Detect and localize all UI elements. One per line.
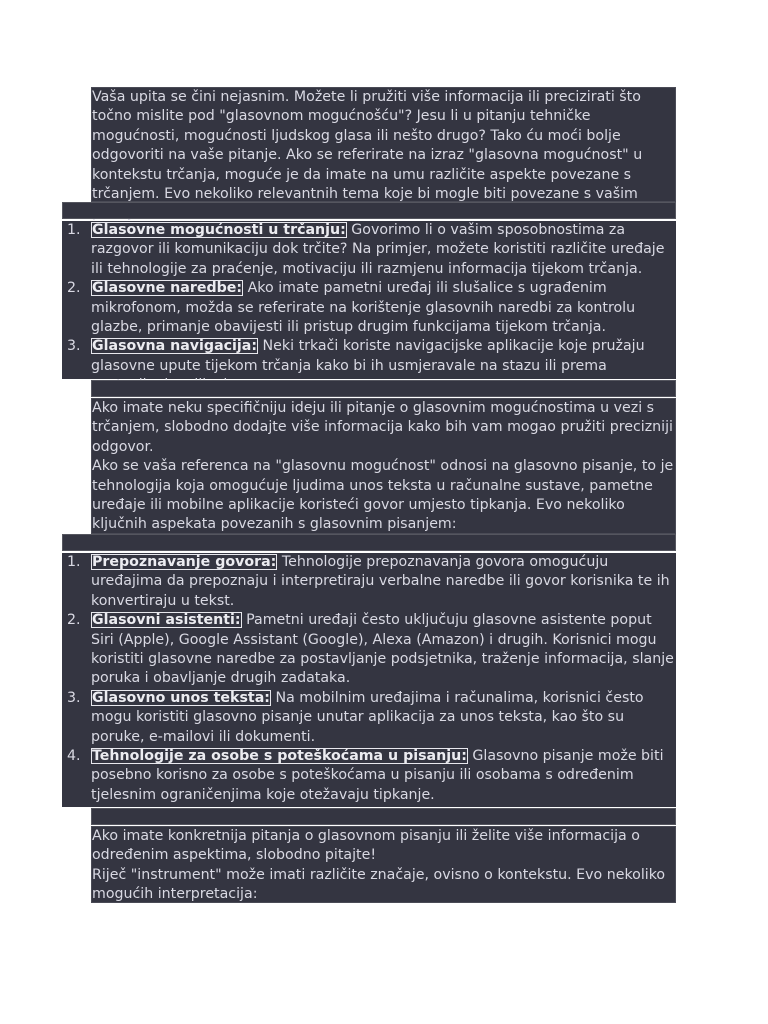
list-item: 2. Glasovni asistenti: Pametni uređaji često uključuju glasovne asistente poput Siri (Apple), Google Assistant (Google), Alexa (Amazon) i drugih. Korisnici mogu koristiti glasovne naredbe za postavljanje podsjetnika, traženje informacija, slanje poruka i obavljanje drugih zadataka.: [67, 612, 674, 687]
middle-text-2: Ako se vaša referenca na "glasovnu mogućnost" odnosi na glasovno pisanje, to je tehnologija koja omogućuje ljudima unos teksta u računalne sustave, pametne uređaje ili mobilne aplikacije koristeći govor umjesto tipkanja. Evo nekoliko ključnih aspekata povezanih s glasovnim pisanjem:: [92, 458, 674, 533]
list-item-term: Glasovno unos teksta:: [92, 689, 270, 706]
list-item-text: Glasovno pisanje može biti posebno korisno za osobe s poteškoćama u pisanju ili osobama s određenim tjelesnim ograničenjima koje otežavaju tipkanje.: [91, 748, 664, 803]
list-item: 1. Glasovne mogućnosti u trčanju: Govorimo li o vašim sposobnostima za razgovor ili komunikaciju dok trčite? Na primjer, možete koristiti različite uređaje ili tehnologije za praćenje, motivaciju ili razmjenu informacija tijekom trčanja.: [67, 222, 665, 277]
running-voice-list: [62, 221, 676, 379]
outro-paragraph: [91, 826, 676, 903]
list-item-text: Tehnologije prepoznavanja govora omogućuju uređajima da prepoznaju i interpretiraju verbalne naredbe ili govor korisnika te ih konvertiraju u tekst.: [91, 554, 670, 609]
list-item-text: Govorimo li o vašim sposobnostima za razgovor ili komunikaciju dok trčite? Na primjer, možete koristiti različite uređaje ili tehnologije za praćenje, motivaciju ili razmjenu informacija tijekom trčanja.: [91, 222, 665, 277]
separator: [91, 808, 676, 825]
list-item: 3. Glasovno unos teksta: Na mobilnim uređajima i računalima, korisnici često mogu koristiti glasovno pisanje unutar aplikacija za unos teksta, kao što su poruke, e-mailovi ili dokumenti.: [67, 689, 644, 745]
list-item: 4. Tehnologije za osobe s poteškoćama u pisanju: Glasovno pisanje može biti posebno korisno za osobe s poteškoćama u pisanju ili osobama s određenim tjelesnim ograničenjima koje otežavaju tipkanje.: [67, 748, 664, 803]
list-item-text: Ako imate pametni uređaj ili slušalice s ugrađenim mikrofonom, možda se referirate na korištenje glasovnih naredbi za kontrolu glazbe, primanje obavijesti ili pristup drugim funkcijama tijekom trčanja.: [91, 280, 636, 336]
list-item-term: Glasovna navigacija:: [92, 338, 258, 355]
outro-text-1: Ako imate konkretnija pitanja o glasovnom pisanju ili želite više informacija o određenim aspektima, slobodno pitajte!: [92, 828, 640, 864]
middle-text-1: Ako imate neku specifičniju ideju ili pitanje o glasovnim mogućnostima u vezi s trčanjem, slobodno dodajte više informacija kako bih vam mogao pružiti precizniji odgovor.: [92, 400, 673, 455]
list-item-text: Pametni uređaji često uključuju glasovne asistente poput Siri (Apple), Google Assistant (Google), Alexa (Amazon) i drugih. Korisnici mogu koristiti glasovne naredbe za postavljanje podsjetnika, traženje informacija, slanje poruka i obavljanje drugih zadataka.: [91, 612, 674, 687]
list-item-term: Glasovni asistenti:: [92, 612, 241, 629]
voice-typing-list: [62, 553, 676, 807]
list-item-term: Prepoznavanje govora:: [92, 554, 277, 570]
intro-text: Vaša upita se čini nejasnim. Možete li pružiti više informacija ili precizirati što točno mislite pod "glasovnom mogućnošću"? Jesu li u pitanju tehničke mogućnosti, mogućnosti ljudskog glasa ili nešto drugo? Tako ću moći bolje odgovoriti na vaše pitanje. Ako se referirate na izraz "glasovna mogućnost" u kontekstu trčanja, moguće je da imate na umu različite aspekte povezane s trčanjem. Evo nekoliko relevantnih tema koje bi mogle biti povezane s vašim: [92, 89, 643, 203]
middle-paragraph: [91, 398, 676, 534]
list-item-term: Glasovne mogućnosti u trčanju:: [92, 222, 346, 238]
list-item: 2. Glasovne naredbe: Ako imate pametni uređaj ili slušalice s ugrađenim mikrofonom, možda se referirate na korištenje glasovnih naredbi za kontrolu glazbe, primanje obavijesti ili pristup drugim funkcijama tijekom trčanja.: [67, 280, 636, 336]
list-item-text: Neki trkači koriste navigacijske aplikacije koje pružaju glasovne upute tijekom trčanja kako bi ih usmjeravale na stazu ili prema: [91, 338, 645, 374]
separator: [91, 380, 676, 397]
list-item-term: Glasovne naredbe:: [92, 280, 243, 297]
separator: [62, 202, 676, 219]
list-item-term: Tehnologije za osobe s poteškoćama u pisanju:: [92, 748, 467, 765]
outro-text-2: Riječ "instrument" može imati različite značaje, ovisno o kontekstu. Evo nekoliko mogućih interpretacija:: [92, 866, 666, 903]
list-item-text: Na mobilnim uređajima i računalima, korisnici često mogu koristiti glasovno pisanje unutar aplikacija za unos teksta, kao što su poruke, e-mailovi ili dokumenti.: [91, 689, 644, 745]
list-item: 3. Glasovna navigacija: Neki trkači koriste navigacijske aplikacije koje pružaju glasovne upute tijekom trčanja kako bi ih usmjeravale na stazu ili prema: [62, 337, 676, 395]
separator: [62, 534, 676, 551]
list-item: 1. Prepoznavanje govora: Tehnologije prepoznavanja govora omogućuju uređajima da prepoznaju i interpretiraju verbalne naredbe ili govor korisnika te ih konvertiraju u tekst.: [67, 554, 670, 609]
intro-paragraph: [91, 87, 676, 202]
